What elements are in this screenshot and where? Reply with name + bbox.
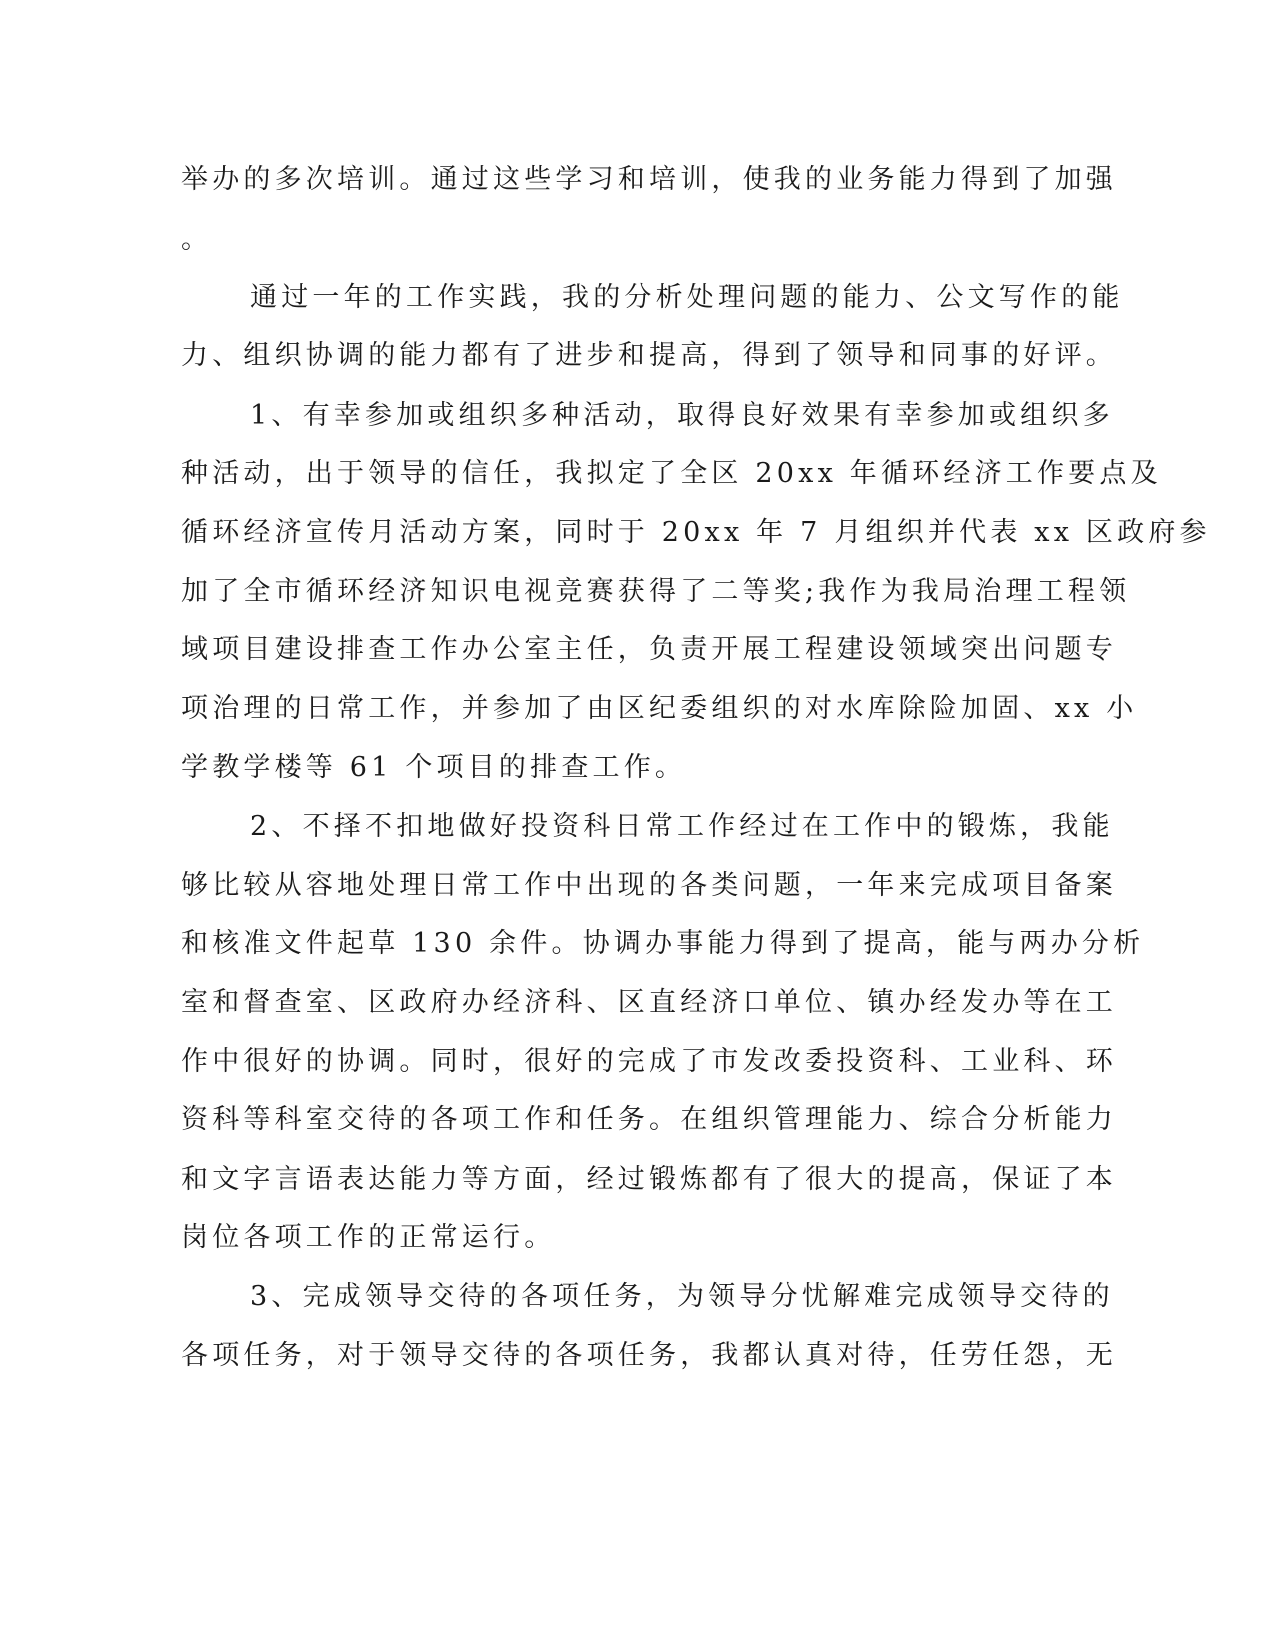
text-line: 学教学楼等 61 个项目的排查工作。 xyxy=(181,752,687,783)
text-line: 作中很好的协调。同时，很好的完成了市发改委投资科、工业科、环 xyxy=(181,1046,1117,1077)
text-line: 各项任务，对于领导交待的各项任务，我都认真对待，任劳任怨，无 xyxy=(181,1340,1117,1371)
paragraph-start: 2、不择不扣地做好投资科日常工作经过在工作中的锻炼，我能 xyxy=(250,811,1114,842)
text-line: 室和督查室、区政府办经济科、区直经济口单位、镇办经发办等在工 xyxy=(181,987,1117,1018)
text-line: 举办的多次培训。通过这些学习和培训，使我的业务能力得到了加强 xyxy=(181,164,1117,195)
text-line: 够比较从容地处理日常工作中出现的各类问题，一年来完成项目备案 xyxy=(181,870,1117,901)
paragraph-start: 3、完成领导交待的各项任务，为领导分忧解难完成领导交待的 xyxy=(250,1281,1114,1312)
text-line: 和核准文件起草 130 余件。协调办事能力得到了提高，能与两办分析 xyxy=(181,928,1145,959)
text-line: 项治理的日常工作，并参加了由区纪委组织的对水库除险加固、xx 小 xyxy=(181,693,1138,724)
paragraph-start: 通过一年的工作实践，我的分析处理问题的能力、公文写作的能 xyxy=(250,282,1124,313)
paragraph-start: 1、有幸参加或组织多种活动，取得良好效果有幸参加或组织多 xyxy=(250,400,1114,431)
text-line: 种活动，出于领导的信任，我拟定了全区 20xx 年循环经济工作要点及 xyxy=(181,458,1162,489)
text-line: 和文字言语表达能力等方面，经过锻炼都有了很大的提高，保证了本 xyxy=(181,1164,1117,1195)
text-line: 力、组织协调的能力都有了进步和提高，得到了领导和同事的好评。 xyxy=(181,340,1117,371)
text-line: 资科等科室交待的各项工作和任务。在组织管理能力、综合分析能力 xyxy=(181,1104,1117,1135)
text-line: 。 xyxy=(181,224,213,255)
text-line: 循环经济宣传月活动方案，同时于 20xx 年 7 月组织并代表 xx 区政府参 xyxy=(181,517,1211,548)
text-line: 域项目建设排查工作办公室主任，负责开展工程建设领域突出问题专 xyxy=(181,634,1117,665)
text-line: 加了全市循环经济知识电视竞赛获得了二等奖;我作为我局治理工程领 xyxy=(181,576,1131,607)
text-line: 岗位各项工作的正常运行。 xyxy=(181,1222,556,1253)
